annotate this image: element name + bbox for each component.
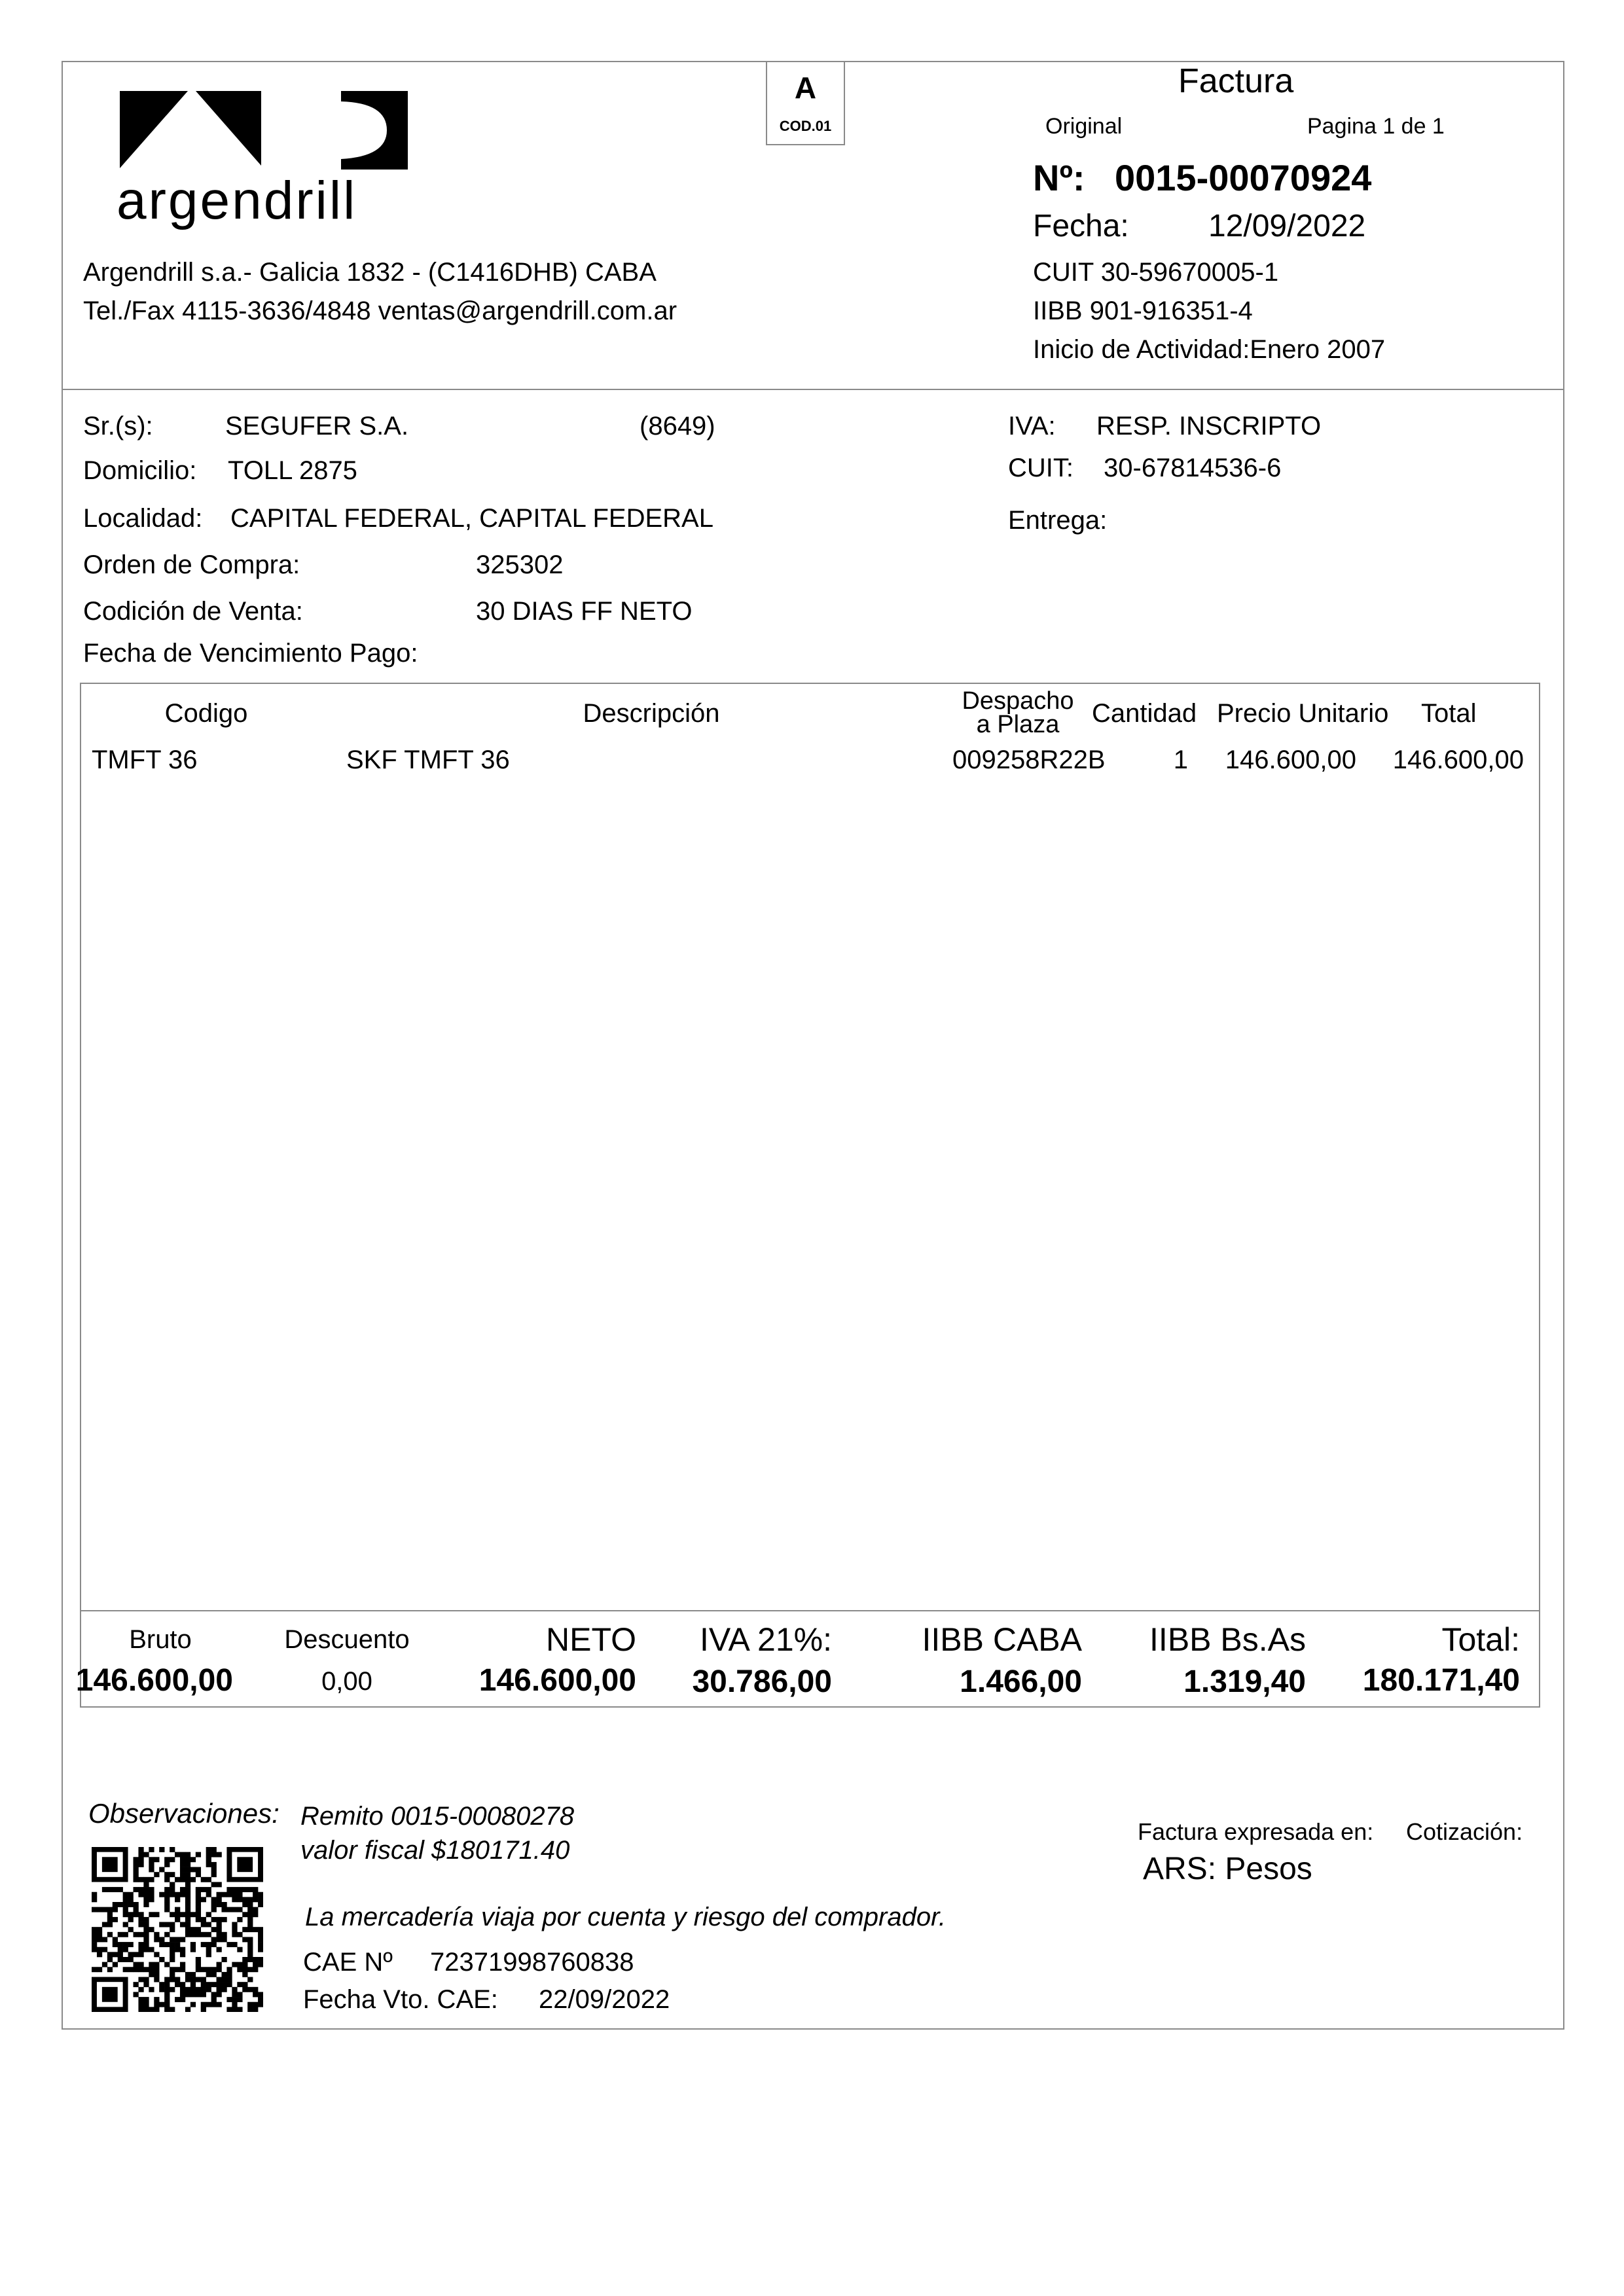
customer-city: CAPITAL FEDERAL, CAPITAL FEDERAL <box>230 504 713 533</box>
header-total: Total <box>1421 699 1477 728</box>
qr-code-icon <box>92 1847 263 2012</box>
items-table-totals-divider <box>80 1610 1540 1611</box>
cae-label: CAE Nº <box>303 1948 393 1977</box>
row-qty: 1 <box>1173 745 1188 774</box>
discount-label: Descuento <box>284 1625 410 1654</box>
bruto-label: Bruto <box>129 1625 192 1654</box>
doc-type-code: COD.01 <box>779 118 832 134</box>
row-code: TMFT 36 <box>92 745 198 774</box>
header-dispatch-line2: a Plaza <box>976 711 1060 738</box>
neto-label: NETO <box>546 1621 636 1658</box>
header-divider <box>62 389 1564 390</box>
row-description: SKF TMFT 36 <box>346 745 510 774</box>
transport-disclaimer: La mercadería viaja por cuenta y riesgo del comprador. <box>305 1903 947 1931</box>
invoice-page: Pagina 1 de 1 <box>1307 114 1445 139</box>
invoice-activity-start: Inicio de Actividad:Enero 2007 <box>1033 335 1386 364</box>
customer-city-label: Localidad: <box>83 504 203 533</box>
invoice-date-label: Fecha: <box>1033 209 1129 243</box>
invoice-number: 0015-00070924 <box>1115 157 1372 198</box>
currency-label: Factura expresada en: <box>1138 1818 1374 1845</box>
iva-label: IVA 21%: <box>700 1621 832 1658</box>
invoice-number-label: Nº: <box>1033 157 1085 198</box>
row-total: 146.600,00 <box>1392 745 1524 774</box>
observations-line1: Remito 0015-00080278 <box>300 1802 575 1831</box>
purchase-order: 325302 <box>476 550 564 579</box>
total-value: 180.171,40 <box>1362 1663 1520 1698</box>
cae-due-label: Fecha Vto. CAE: <box>303 1985 498 2014</box>
doc-type-letter: A <box>794 71 817 105</box>
payment-due-label: Fecha de Vencimiento Pago: <box>83 639 418 668</box>
observations-label: Observaciones: <box>88 1798 280 1829</box>
purchase-order-label: Orden de Compra: <box>83 550 300 579</box>
customer-iva-label: IVA: <box>1008 412 1056 440</box>
delivery-label: Entrega: <box>1008 506 1108 535</box>
neto-value: 146.600,00 <box>478 1663 636 1698</box>
logo-wordmark: argendrill <box>117 171 357 230</box>
customer-name-label: Sr.(s): <box>83 412 153 440</box>
bruto-value: 146.600,00 <box>75 1663 233 1698</box>
currency-value: ARS: Pesos <box>1143 1852 1312 1886</box>
iibb-caba-label: IIBB CABA <box>922 1621 1082 1658</box>
header-dispatch-line1: Despacho <box>962 687 1074 715</box>
total-label: Total: <box>1441 1621 1520 1658</box>
customer-iva: RESP. INSCRIPTO <box>1096 412 1322 440</box>
company-contact: Tel./Fax 4115-3636/4848 ventas@argendrill.com.ar <box>83 296 677 325</box>
invoice-title: Factura <box>1178 62 1294 100</box>
customer-name: SEGUFER S.A. <box>225 412 409 440</box>
sale-terms: 30 DIAS FF NETO <box>476 597 693 626</box>
observations-line2: valor fiscal $180171.40 <box>300 1836 570 1865</box>
iibb-bsas-value: 1.319,40 <box>1183 1664 1306 1699</box>
invoice-copy: Original <box>1045 114 1123 139</box>
header-description: Descripción <box>583 699 720 728</box>
row-dispatch: 009258R22B <box>952 745 1106 774</box>
header-unit-price: Precio Unitario <box>1217 699 1389 728</box>
cae-number: 72371998760838 <box>430 1948 634 1977</box>
iibb-bsas-label: IIBB Bs.As <box>1149 1621 1306 1658</box>
iva-value: 30.786,00 <box>692 1664 832 1699</box>
customer-code: (8649) <box>640 412 715 440</box>
customer-address-label: Domicilio: <box>83 456 197 485</box>
header-dispatch <box>943 689 1093 736</box>
exchange-rate-label: Cotización: <box>1406 1818 1523 1845</box>
cae-due-date: 22/09/2022 <box>539 1985 670 2014</box>
discount-value: 0,00 <box>321 1667 372 1696</box>
invoice-date: 12/09/2022 <box>1208 209 1366 243</box>
header-code: Codigo <box>164 699 248 728</box>
header-qty: Cantidad <box>1092 699 1197 728</box>
invoice-iibb: IIBB 901-916351-4 <box>1033 296 1253 325</box>
row-unit-price: 146.600,00 <box>1225 745 1356 774</box>
customer-cuit: 30-67814536-6 <box>1104 454 1282 482</box>
customer-address: TOLL 2875 <box>228 456 357 485</box>
company-address: Argendrill s.a.- Galicia 1832 - (C1416DHB) CABA <box>83 258 657 287</box>
invoice-cuit: CUIT 30-59670005-1 <box>1033 258 1279 287</box>
sale-terms-label: Codición de Venta: <box>83 597 303 626</box>
iibb-caba-value: 1.466,00 <box>960 1664 1082 1699</box>
customer-cuit-label: CUIT: <box>1008 454 1074 482</box>
items-table <box>80 683 1540 1708</box>
